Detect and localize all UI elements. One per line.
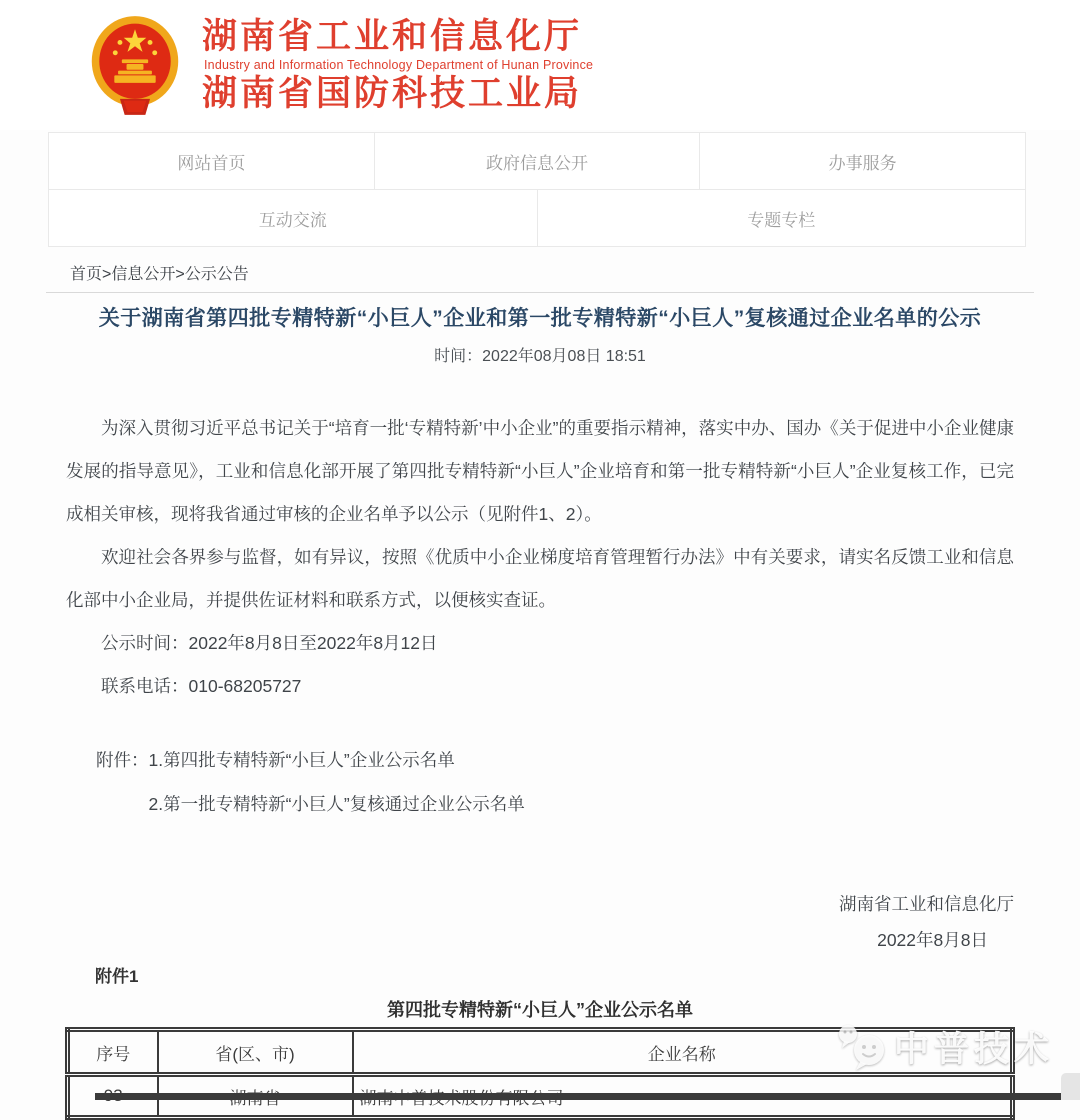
nav-item-gov-info[interactable]: [374, 132, 701, 190]
col-header-company: 企业名称: [353, 1030, 1013, 1075]
breadcrumb[interactable]: 首页>信息公开>公示公告: [70, 266, 249, 283]
nav-item-special-columns[interactable]: [537, 189, 1027, 247]
watermark-text: 中普技术: [893, 1030, 1054, 1069]
signature-block: [0, 886, 1014, 958]
org-title-block: [202, 19, 593, 111]
publicity-time-line: 公示时间：2022年8月8日至2022年8月12日: [101, 633, 438, 653]
breadcrumb-divider: [46, 292, 1034, 293]
attachments-block: [96, 738, 1080, 826]
contact-phone-line: 联系电话：010-68205727: [101, 676, 302, 696]
china-national-emblem-icon: [88, 14, 182, 116]
org-name-en: Industry and Information Technology Department of Hunan Province: [204, 58, 594, 73]
nav-row-1: [48, 133, 1026, 190]
nav-item-label: 网站首页: [177, 153, 246, 173]
nav-item-label: 专题专栏: [747, 210, 816, 230]
bottom-right-scroll-block: [1061, 1073, 1080, 1100]
nav-item-interaction[interactable]: [48, 189, 538, 247]
article-paragraph-2: 欢迎社会各界参与监督，如有异议，按照《优质中小企业梯度培育管理暂行办法》中有关要求，请实名反馈工业和信息化部中小企业局，并提供佐证材料和联系方式，以便核实查证。: [66, 547, 1014, 610]
nav-item-label: 互动交流: [258, 210, 327, 230]
org-name2-cn: 湖南省国防科技工业局: [202, 73, 583, 113]
article-title: 关于湖南省第四批专精特新“小巨人”企业和第一批专精特新“小巨人”复核通过企业名单的公示: [98, 307, 982, 330]
main-nav: [48, 133, 1026, 247]
companies-table: [65, 1027, 1015, 1120]
nav-item-services[interactable]: [699, 132, 1026, 190]
article-paragraph-1: 为深入贯彻习近平总书记关于“培育一批‘专精特新’中小企业”的重要指示精神，落实中办、国办《关于促进中小企业健康发展的指导意见》，工业和信息化部开展了第四批专精特新“小巨人”企业培育和第一批专精特新“小巨人”企业复核工作，已完成相关审核，现将我省通过审核的企业名单予以公示（见附件1、2）。: [66, 418, 1014, 524]
nav-item-label: 办事服务: [828, 153, 897, 173]
nav-item-home[interactable]: [48, 132, 375, 190]
attachments-label: 附件：: [96, 750, 149, 770]
article-body: [66, 407, 1014, 708]
signature-org: 湖南省工业和信息化厅: [839, 894, 1014, 914]
attachment1-label: 附件1: [95, 967, 139, 986]
col-header-province: 省(区、市): [158, 1030, 353, 1075]
nav-row-2: [48, 190, 1026, 247]
attachments-list: [149, 738, 525, 826]
nav-item-label: 政府信息公开: [486, 153, 588, 173]
org-name-cn: 湖南省工业和信息化厅: [202, 17, 583, 57]
attachment-link-1[interactable]: 1.第四批专精特新“小巨人”企业公示名单: [148, 750, 455, 770]
attachment1-table-title: 第四批专精特新“小巨人”企业公示名单: [387, 1000, 693, 1020]
table-header-row: [68, 1030, 1013, 1075]
bottom-cropped-edge: [95, 1093, 1080, 1100]
site-header: [0, 0, 1080, 130]
article-time: 时间：2022年08月08日 18:51: [434, 348, 646, 365]
attachment-link-2[interactable]: 2.第一批专精特新“小巨人”复核通过企业公示名单: [148, 794, 525, 814]
signature-date: 2022年8月8日: [877, 930, 988, 950]
col-header-index: 序号: [68, 1030, 158, 1075]
